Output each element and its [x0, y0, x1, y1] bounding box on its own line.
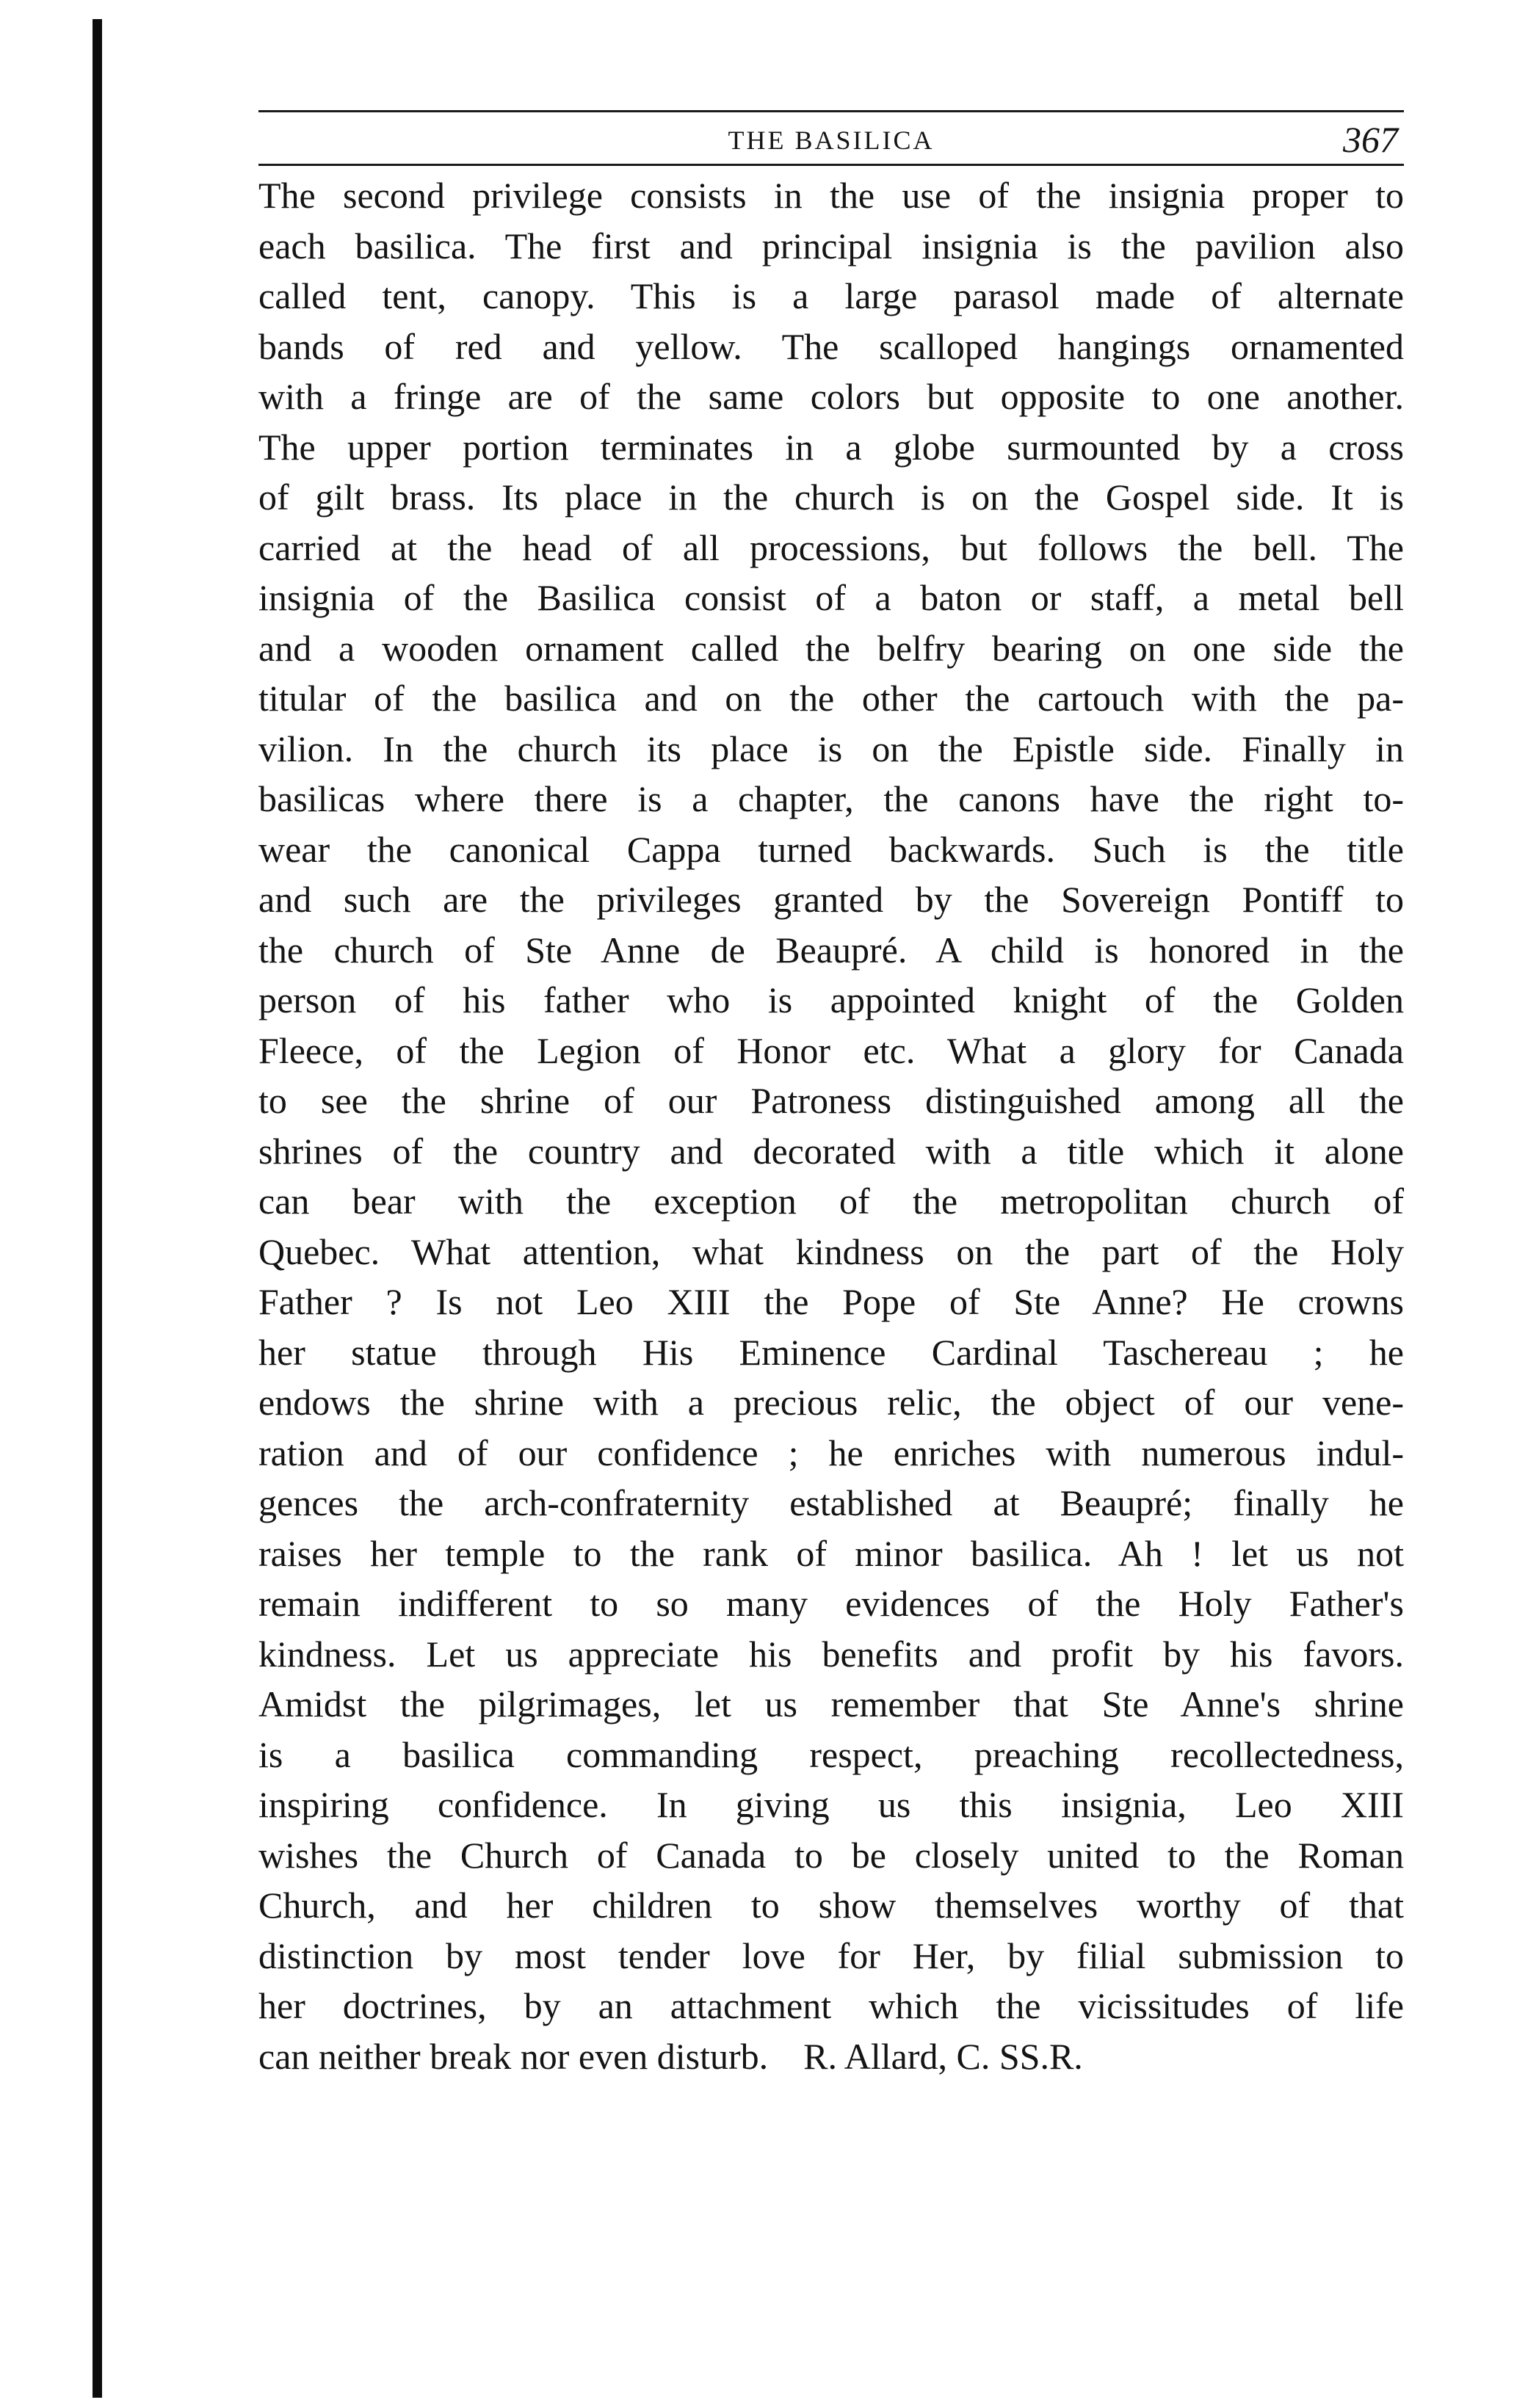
text-line: her doctrines, by an attachment which the vicissitudes of life [258, 1985, 1404, 2026]
text-line: carried at the head of all processions, but follows the bell. The [258, 526, 1404, 568]
page-number: 367 [1343, 119, 1398, 160]
text-line: kindness. Let us appreciate his benefits and profit by his favors. [258, 1633, 1404, 1675]
text-line: The upper portion terminates in a globe surmounted by a cross [258, 426, 1404, 468]
text-line: basilicas where there is a chapter, the canons have the right to- [258, 778, 1404, 819]
text-line: can neither break nor even disturb. [258, 2035, 769, 2077]
text-line: with a fringe are of the same colors but opposite to one another. [258, 376, 1404, 417]
text-line: shrines of the country and decorated with a title which it alone [258, 1130, 1404, 1172]
text-line: called tent, canopy. This is a large parasol made of alternate [258, 275, 1404, 316]
text-line: wishes the Church of Canada to be closely united to the Roman [258, 1834, 1404, 1876]
text-line: Fleece, of the Legion of Honor etc. What a glory for Canada [258, 1029, 1404, 1071]
text-line: Church, and her children to show themselves worthy of that [258, 1885, 1404, 1926]
text-line: each basilica. The first and principal insignia is the pavilion also [258, 225, 1404, 266]
text-line: raises her temple to the rank of minor basilica. Ah ! let us not [258, 1532, 1404, 1574]
text-line: distinction by most tender love for Her, by filial submission to [258, 1934, 1404, 1976]
text-line: Amidst the pilgrimages, let us remember that Ste Anne's shrine [258, 1683, 1404, 1725]
book-page [258, 110, 1404, 2081]
body-text [258, 170, 1404, 2081]
text-line: Father ? Is not Leo XIII the Pope of Ste Anne? He crowns [258, 1281, 1404, 1322]
text-line: endows the shrine with a precious relic, the object of our vene- [258, 1382, 1404, 1423]
running-head [258, 110, 1404, 166]
text-line: wear the canonical Cappa turned backwards. Such is the title [258, 828, 1404, 870]
text-line: inspiring confidence. In giving us this insignia, Leo XIII [258, 1784, 1404, 1825]
text-line: the church of Ste Anne de Beaupré. A child is honored in the [258, 929, 1404, 971]
closing-line [258, 2031, 1404, 2082]
text-line: her statue through His Eminence Cardinal Taschereau ; he [258, 1331, 1404, 1373]
text-line: can bear with the exception of the metropolitan church of [258, 1181, 1404, 1222]
page-binding-edge [93, 19, 102, 2398]
text-line: The second privilege consists in the use of the insignia proper to [258, 175, 1404, 216]
text-line: and a wooden ornament called the belfry bearing on one side the [258, 627, 1404, 669]
text-line: gences the arch-confraternity established at Beaupré; finally he [258, 1482, 1404, 1523]
text-line: to see the shrine of our Patroness distinguished among all the [258, 1080, 1404, 1121]
text-line: and such are the privileges granted by the Sovereign Pontiff to [258, 879, 1404, 920]
text-line: ration and of our confidence ; he enriches with numerous indul- [258, 1432, 1404, 1473]
text-line: person of his father who is appointed knight of the Golden [258, 979, 1404, 1020]
text-line: Quebec. What attention, what kindness on the part of the Holy [258, 1230, 1404, 1272]
text-line: titular of the basilica and on the other the cartouch with the pa- [258, 678, 1404, 719]
text-line: of gilt brass. Its place in the church is on the Gospel side. It is [258, 476, 1404, 518]
text-line: insignia of the Basilica consist of a baton or staff, a metal bell [258, 577, 1404, 618]
text-line: is a basilica commanding respect, preaching recollectedness, [258, 1733, 1404, 1775]
author-signature: R. Allard, C. SS.R. [803, 2035, 1083, 2077]
running-head-title: THE BASILICA [728, 126, 935, 155]
text-line: vilion. In the church its place is on the Epistle side. Finally in [258, 728, 1404, 769]
text-line: remain indifferent to so many evidences of the Holy Father's [258, 1583, 1404, 1624]
text-line: bands of red and yellow. The scalloped hangings ornamented [258, 325, 1404, 367]
